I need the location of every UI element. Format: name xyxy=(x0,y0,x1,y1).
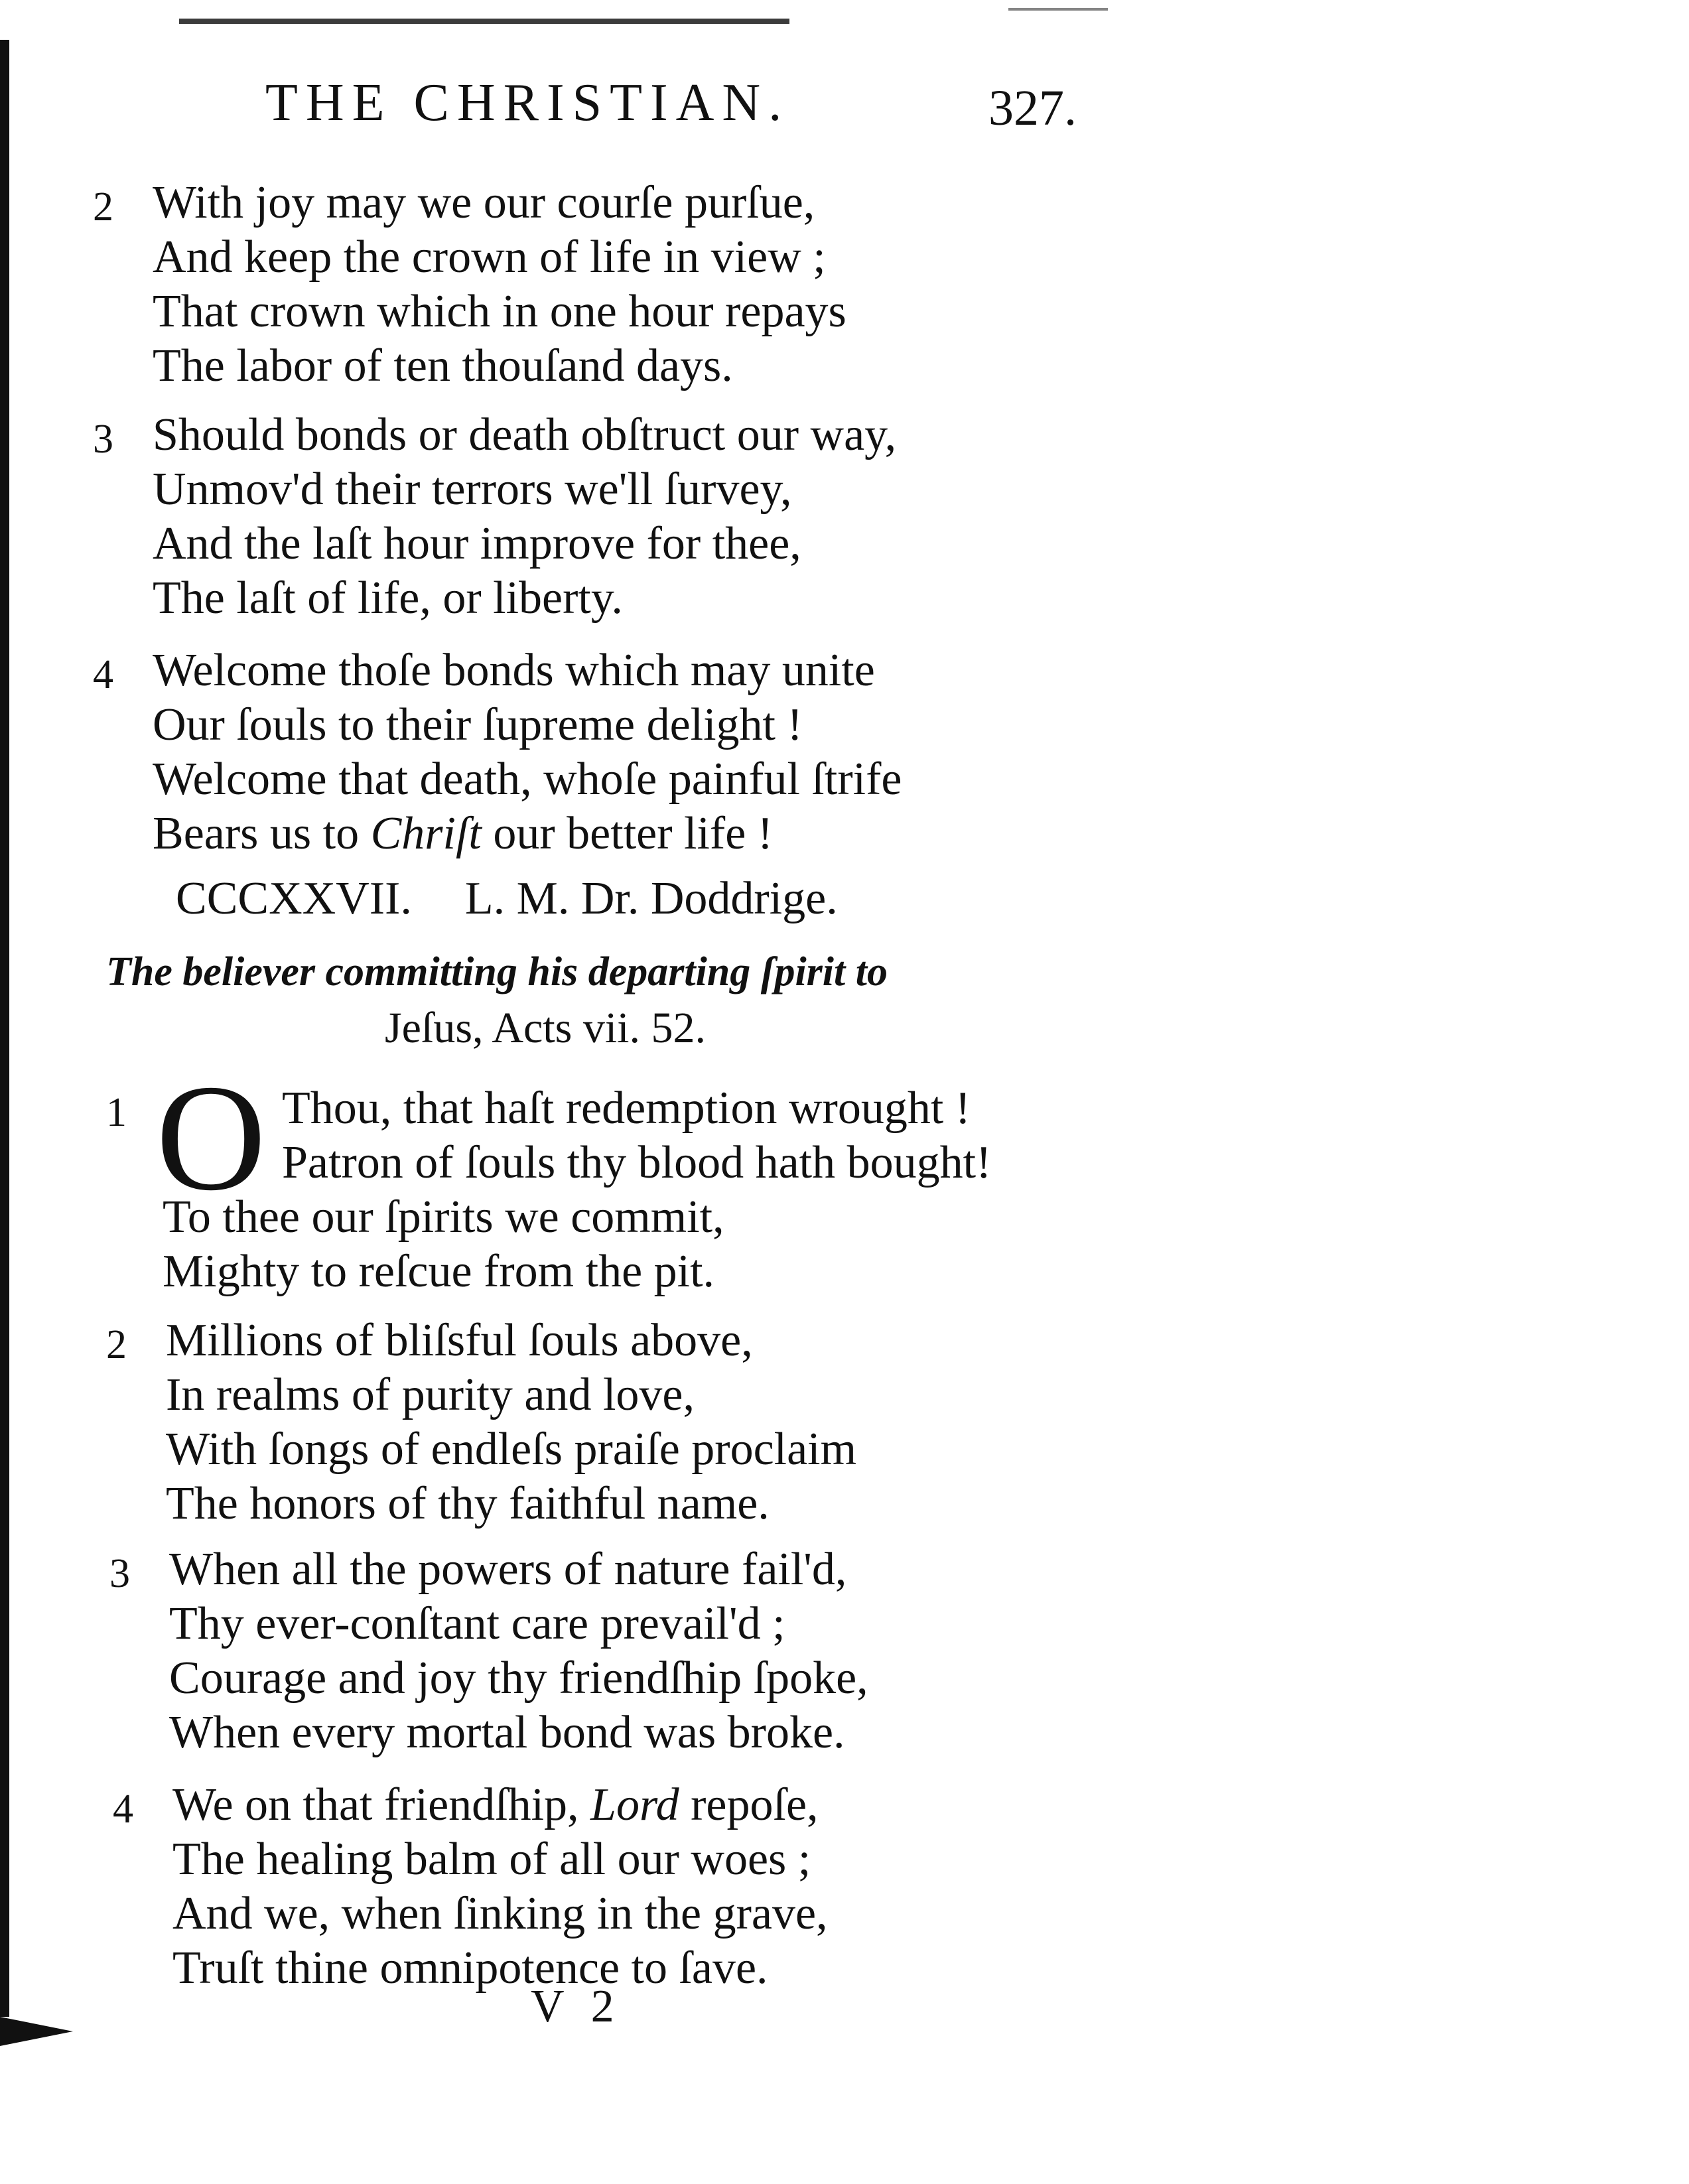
verse-text: our better life ! xyxy=(493,808,774,859)
verse-text: We on that friendſhip, xyxy=(172,1779,579,1830)
verse-line: Welcome thoſe bonds which may unite xyxy=(153,645,875,696)
hymn-stanza-2 xyxy=(106,1314,856,1531)
verse-line: When all the powers of nature fail'd, xyxy=(169,1544,847,1595)
hymn-meter-author: L. M. Dr. Doddrige. xyxy=(464,873,838,924)
signature-mark xyxy=(531,1980,614,2033)
hymn-subtitle: The believer committing his departing ſpirit to xyxy=(106,949,888,994)
stanza-number: 2 xyxy=(93,184,113,230)
signature-number: 2 xyxy=(590,1981,614,2032)
verse-line: Unmov'd their terrors we'll ſurvey, xyxy=(153,464,792,515)
drop-cap: O xyxy=(156,1053,267,1222)
verse-line: With ſongs of endleſs praiſe proclaim xyxy=(166,1424,857,1475)
top-rule xyxy=(179,19,789,31)
running-head-title: THE CHRISTIAN. xyxy=(265,74,790,132)
verse-line: That crown which in one hour repays xyxy=(153,286,846,337)
left-margin-rule-foot xyxy=(0,2017,73,2046)
verse-line: Patron of ſouls thy blood hath bought! xyxy=(282,1137,992,1188)
signature-letter: V xyxy=(531,1981,565,2032)
hymn-stanza-1 xyxy=(93,1053,992,1299)
verse-line: The laſt of life, or liberty. xyxy=(153,573,623,624)
top-rule-fragment xyxy=(1008,8,1108,13)
verse-text: repoſe, xyxy=(691,1779,819,1830)
verse-line: When every mortal bond was broke. xyxy=(169,1707,845,1758)
verse-line: And we, when ſinking in the grave, xyxy=(172,1888,828,1939)
hymn-number: CCCXXVII. xyxy=(176,873,412,924)
verse-line: And the laſt hour improve for thee, xyxy=(153,518,801,569)
verse-line: To thee our ſpirits we commit, xyxy=(163,1192,724,1243)
verse-line: Thy ever-conſtant care prevail'd ; xyxy=(169,1598,785,1649)
hymn-stanza-4 xyxy=(113,1778,828,1996)
verse-text: Bears us to xyxy=(153,808,360,859)
verse-line: The labor of ten thouſand days. xyxy=(153,340,733,391)
verse-line: The healing balm of all our woes ; xyxy=(172,1834,811,1885)
verse-line: With joy may we our courſe purſue, xyxy=(153,177,815,228)
stanza-number: 3 xyxy=(109,1551,130,1596)
prev-hymn-stanza-4 xyxy=(93,644,902,861)
verse-line: Courage and joy thy friendſhip ſpoke, xyxy=(169,1653,868,1704)
verse-line xyxy=(172,1778,828,1832)
stanza-number: 4 xyxy=(93,652,113,697)
verse-italic: Lord xyxy=(590,1779,679,1830)
stanza-number: 4 xyxy=(113,1787,133,1832)
verse-line: Should bonds or death obſtruct our way, xyxy=(153,409,897,460)
hymn-heading xyxy=(176,872,838,925)
verse-line: Our ſouls to their ſupreme delight ! xyxy=(153,699,803,750)
verse-line: Welcome that death, whoſe painful ſtrife xyxy=(153,754,902,805)
verse-italic: Chriſt xyxy=(370,808,482,859)
hymn-subtitle-reference: Jeſus, Acts vii. 52. xyxy=(385,1004,707,1052)
verse-line: Thou, that haſt redemption wrought ! xyxy=(282,1083,971,1134)
verse-line: And keep the crown of life in view ; xyxy=(153,232,826,283)
verse-line xyxy=(153,807,902,861)
stanza-number: 2 xyxy=(106,1322,127,1367)
prev-hymn-stanza-3 xyxy=(93,408,896,626)
verse-line: Millions of bliſsful ſouls above, xyxy=(166,1315,753,1366)
prev-hymn-stanza-2 xyxy=(93,176,846,393)
verse-line: The honors of thy faithful name. xyxy=(166,1478,770,1529)
stanza-number: 3 xyxy=(93,417,113,462)
verse-line: Truſt thine omnipotence to ſave. xyxy=(172,1943,768,1994)
verse-line: Mighty to reſcue from the pit. xyxy=(163,1246,715,1297)
stanza-number: 1 xyxy=(106,1090,127,1135)
page-number: 327. xyxy=(988,80,1077,136)
verse-line: In realms of purity and love, xyxy=(166,1369,695,1420)
left-margin-rule xyxy=(0,40,9,2017)
hymn-stanza-3 xyxy=(109,1542,868,1760)
